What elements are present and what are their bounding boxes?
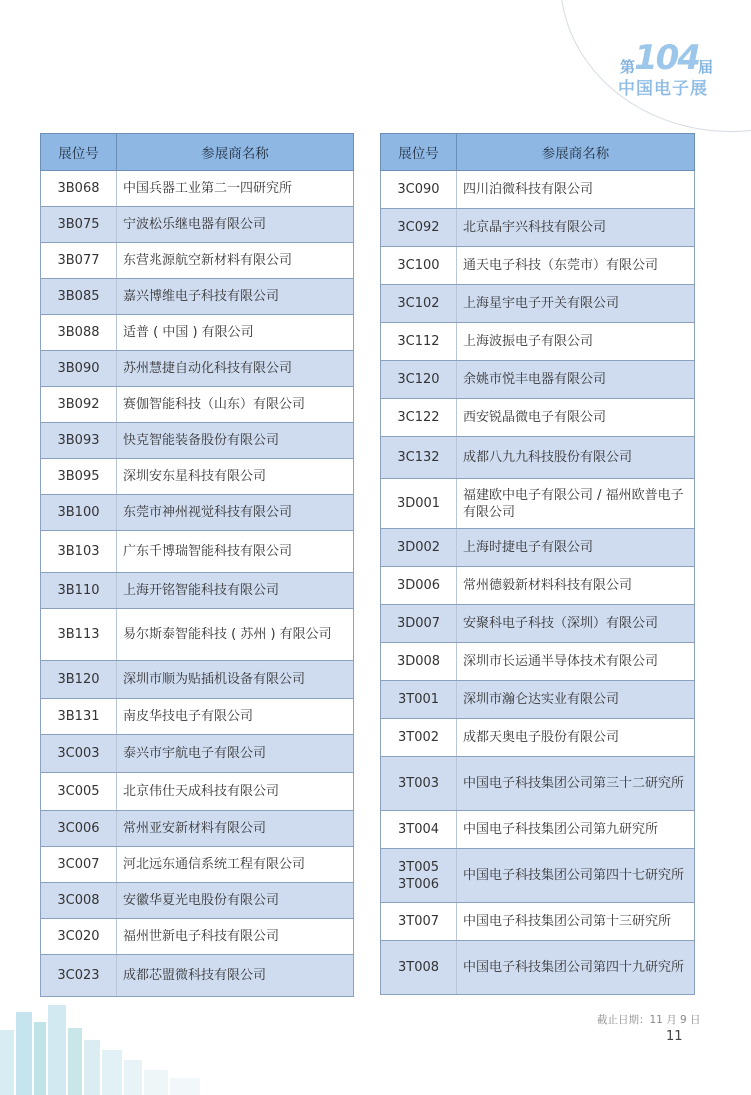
exhibitor-name: 深圳市顺为贴插机设备有限公司 [117, 661, 354, 699]
booth-number [381, 757, 457, 811]
table-row [41, 735, 354, 773]
table-row [381, 323, 695, 361]
exhibitor-name: 中国电子科技集团公司第四十九研究所 [457, 941, 695, 995]
booth-number [381, 903, 457, 941]
table-row [41, 531, 354, 573]
booth-number [41, 315, 117, 351]
booth-number [41, 661, 117, 699]
exhibitor-name: 上海时捷电子有限公司 [457, 529, 695, 567]
booth-number [381, 171, 457, 209]
booth-code: 3B092 [57, 397, 100, 412]
booth-number [381, 811, 457, 849]
exhibitor-name: 成都八九九科技股份有限公司 [457, 437, 695, 479]
table-row [381, 719, 695, 757]
header-exhibitor: 参展商名称 [457, 134, 695, 171]
table-row [41, 955, 354, 997]
exhibitor-name: 嘉兴博维电子科技有限公司 [117, 279, 354, 315]
booth-code: 3B075 [57, 217, 100, 232]
booth-number [381, 247, 457, 285]
table-row [41, 423, 354, 459]
booth-number [41, 811, 117, 847]
exhibitor-name: 东营兆源航空新材料有限公司 [117, 243, 354, 279]
table-row [41, 459, 354, 495]
booth-code: 3C020 [57, 929, 100, 944]
table-row [41, 315, 354, 351]
exhibitor-name: 余姚市悦丰电器有限公司 [457, 361, 695, 399]
table-header-row [41, 134, 354, 171]
exhibitor-name: 西安锐晶微电子有限公司 [457, 399, 695, 437]
exhibitor-name: 深圳安东星科技有限公司 [117, 459, 354, 495]
table-row [381, 903, 695, 941]
booth-number [41, 531, 117, 573]
booth-number [41, 955, 117, 997]
booth-code: 3T001 [397, 692, 440, 707]
table-row [41, 387, 354, 423]
booth-code: 3C003 [57, 746, 100, 761]
booth-number [381, 479, 457, 529]
booth-code: 3B088 [57, 325, 100, 340]
booth-code: 3B077 [57, 253, 100, 268]
booth-number [381, 567, 457, 605]
header-exhibitor: 参展商名称 [117, 134, 354, 171]
exhibitor-name: 泰兴市宇航电子有限公司 [117, 735, 354, 773]
exhibitor-name: 中国兵器工业第二一四研究所 [117, 171, 354, 207]
table-row [381, 849, 695, 903]
booth-number [41, 573, 117, 609]
booth-number [41, 243, 117, 279]
exhibitor-name: 深圳市长运通半导体技术有限公司 [457, 643, 695, 681]
booth-number [41, 351, 117, 387]
table-row [41, 351, 354, 387]
booth-code: 3C102 [397, 296, 440, 311]
table-row [381, 605, 695, 643]
exhibitor-name: 通天电子科技（东莞市）有限公司 [457, 247, 695, 285]
booth-number [41, 919, 117, 955]
exhibitor-table-left [40, 133, 354, 997]
table-row [381, 171, 695, 209]
logo-prefix: 第 [620, 58, 636, 76]
exhibitor-name: 福州世新电子科技有限公司 [117, 919, 354, 955]
exhibitor-name: 深圳市瀚仑达实业有限公司 [457, 681, 695, 719]
exhibitor-name: 中国电子科技集团公司第十三研究所 [457, 903, 695, 941]
exhibitor-name: 福建欧中电子有限公司 / 福州欧普电子有限公司 [457, 479, 695, 529]
table-row [41, 773, 354, 811]
header-booth: 展位号 [381, 134, 457, 171]
booth-code: 3C023 [57, 968, 100, 983]
table-row [41, 573, 354, 609]
booth-code: 3B110 [57, 583, 100, 598]
booth-code: 3B085 [57, 289, 100, 304]
booth-number [381, 681, 457, 719]
booth-number [381, 605, 457, 643]
table-row [381, 757, 695, 811]
exhibitor-name: 成都芯盟微科技有限公司 [117, 955, 354, 997]
table-row [41, 207, 354, 243]
exhibitor-name: 中国电子科技集团公司第九研究所 [457, 811, 695, 849]
table-header-row [381, 134, 695, 171]
expo-logo [612, 38, 722, 98]
booth-number [381, 399, 457, 437]
table-row [381, 567, 695, 605]
booth-code: 3B113 [57, 627, 100, 642]
booth-code: 3T003 [397, 776, 440, 791]
logo-subtitle: 中国电子展 [618, 79, 708, 99]
booth-code: 3B100 [57, 505, 100, 520]
booth-number [41, 609, 117, 661]
header-booth: 展位号 [41, 134, 117, 171]
booth-number [381, 643, 457, 681]
booth-number [41, 171, 117, 207]
cutoff-date-note: 截止日期：11 月 9 日 [597, 1014, 701, 1026]
booth-number [381, 719, 457, 757]
table-row [41, 661, 354, 699]
booth-number [381, 849, 457, 903]
booth-code: 3T007 [397, 914, 440, 929]
table-row [381, 285, 695, 323]
booth-code: 3T002 [397, 730, 440, 745]
exhibitor-name: 东莞市神州视觉科技有限公司 [117, 495, 354, 531]
booth-code: 3T005 [397, 859, 440, 875]
booth-code: 3B103 [57, 544, 100, 559]
table-row [381, 361, 695, 399]
booth-code: 3B095 [57, 469, 100, 484]
table-row [41, 699, 354, 735]
booth-number [41, 699, 117, 735]
table-row [381, 681, 695, 719]
logo-number: 104 [634, 38, 699, 78]
exhibitor-name: 四川泊微科技有限公司 [457, 171, 695, 209]
booth-number [381, 941, 457, 995]
exhibitor-name: 北京伟仕天成科技有限公司 [117, 773, 354, 811]
booth-number [41, 847, 117, 883]
booth-number [41, 495, 117, 531]
booth-code: 3B131 [57, 709, 100, 724]
booth-number [41, 459, 117, 495]
booth-number [381, 209, 457, 247]
exhibitor-name: 上海开铭智能科技有限公司 [117, 573, 354, 609]
booth-code: 3C005 [57, 784, 100, 799]
table-row [381, 209, 695, 247]
exhibitor-name: 适普 ( 中国 ) 有限公司 [117, 315, 354, 351]
table-row [381, 247, 695, 285]
booth-code: 3T004 [397, 822, 440, 837]
exhibitor-name: 苏州慧捷自动化科技有限公司 [117, 351, 354, 387]
table-row [381, 437, 695, 479]
booth-number [381, 437, 457, 479]
booth-number [41, 773, 117, 811]
booth-code: 3C122 [397, 410, 440, 425]
booth-code: 3C120 [397, 372, 440, 387]
exhibitor-name: 赛伽智能科技（山东）有限公司 [117, 387, 354, 423]
table-row [41, 847, 354, 883]
table-row [381, 399, 695, 437]
booth-number [41, 883, 117, 919]
booth-number [41, 207, 117, 243]
exhibitor-name: 成都天奥电子股份有限公司 [457, 719, 695, 757]
booth-number [381, 529, 457, 567]
city-skyline-decoration [0, 1000, 210, 1095]
exhibitor-name: 宁波松乐继电器有限公司 [117, 207, 354, 243]
page-number: 11 [666, 1029, 683, 1044]
booth-code: 3D002 [396, 540, 441, 555]
booth-number [41, 279, 117, 315]
exhibitor-name: 北京晶宇兴科技有限公司 [457, 209, 695, 247]
booth-number [381, 285, 457, 323]
booth-code: 3C100 [397, 258, 440, 273]
table-row [41, 495, 354, 531]
booth-number [381, 323, 457, 361]
exhibitor-name: 常州德毅新材料科技有限公司 [457, 567, 695, 605]
table-row [41, 609, 354, 661]
booth-code: 3B120 [57, 672, 100, 687]
logo-suffix: 届 [698, 58, 714, 76]
booth-code: 3D008 [396, 654, 441, 669]
exhibitor-name: 上海波振电子有限公司 [457, 323, 695, 361]
table-row [381, 529, 695, 567]
exhibitor-name: 中国电子科技集团公司第四十七研究所 [457, 849, 695, 903]
booth-code: 3C090 [397, 182, 440, 197]
booth-code: 3B093 [57, 433, 100, 448]
booth-code: 3B068 [57, 181, 100, 196]
booth-code: 3C132 [397, 450, 440, 465]
exhibitor-name: 河北远东通信系统工程有限公司 [117, 847, 354, 883]
booth-code: 3C008 [57, 893, 100, 908]
table-row [381, 479, 695, 529]
table-row [41, 811, 354, 847]
booth-number [381, 361, 457, 399]
exhibitor-name: 安聚科电子科技（深圳）有限公司 [457, 605, 695, 643]
booth-code: 3B090 [57, 361, 100, 376]
booth-code-secondary: 3T006 [397, 876, 440, 892]
table-row [381, 643, 695, 681]
table-row [41, 883, 354, 919]
booth-number [41, 387, 117, 423]
table-row [41, 171, 354, 207]
table-row [381, 941, 695, 995]
exhibitor-name: 中国电子科技集团公司第三十二研究所 [457, 757, 695, 811]
table-row [41, 279, 354, 315]
table-row [381, 811, 695, 849]
exhibitor-name: 易尔斯泰智能科技 ( 苏州 ) 有限公司 [117, 609, 354, 661]
booth-code: 3C006 [57, 821, 100, 836]
booth-number [41, 423, 117, 459]
booth-code: 3T008 [397, 960, 440, 975]
exhibitor-name: 广东千博瑞智能科技有限公司 [117, 531, 354, 573]
exhibitor-name: 南皮华技电子有限公司 [117, 699, 354, 735]
exhibitor-table-right [380, 133, 695, 995]
booth-code: 3C007 [57, 857, 100, 872]
booth-code: 3C092 [397, 220, 440, 235]
exhibitor-name: 快克智能装备股份有限公司 [117, 423, 354, 459]
exhibitor-name: 上海星宇电子开关有限公司 [457, 285, 695, 323]
table-row [41, 919, 354, 955]
booth-number [41, 735, 117, 773]
booth-code: 3C112 [397, 334, 440, 349]
booth-code: 3D007 [396, 616, 441, 631]
exhibitor-name: 安徽华夏光电股份有限公司 [117, 883, 354, 919]
exhibitor-name: 常州亚安新材料有限公司 [117, 811, 354, 847]
booth-code: 3D006 [396, 578, 441, 593]
booth-code: 3D001 [396, 496, 441, 511]
table-row [41, 243, 354, 279]
